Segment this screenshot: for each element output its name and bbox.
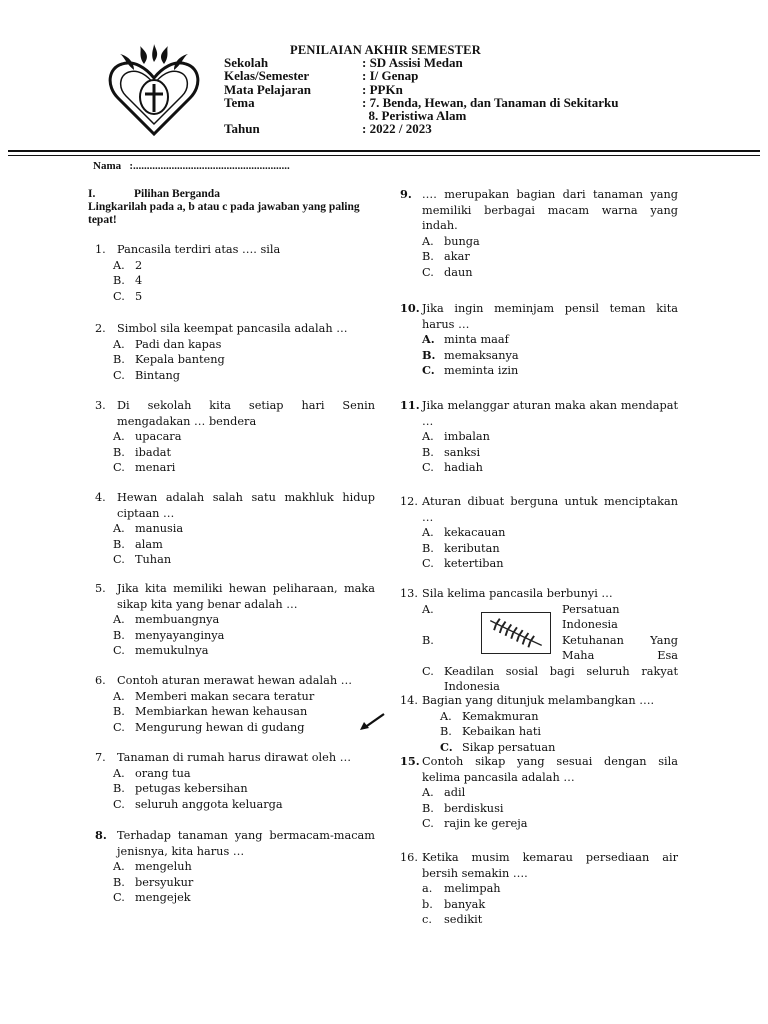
answer-option[interactable] [400, 740, 678, 756]
question-number: 10. [400, 301, 420, 315]
option-text: adil [444, 786, 466, 799]
option-text: bunga [444, 234, 480, 248]
option-text: petugas kebersihan [135, 782, 248, 795]
answer-option[interactable] [95, 859, 375, 875]
option-text: imbalan [444, 430, 490, 443]
option-letter: A. [440, 709, 452, 723]
question-number: 6. [95, 674, 106, 687]
option-text: sanksi [444, 445, 481, 459]
option-letter: B. [422, 250, 434, 263]
answer-option[interactable] [95, 537, 375, 553]
option-text: Kepala banteng [135, 353, 225, 366]
option-text: memaksanya [444, 348, 519, 362]
question-item [95, 242, 375, 304]
answer-option[interactable] [95, 720, 375, 736]
answer-option[interactable] [95, 429, 375, 445]
option-letter: A. [422, 234, 434, 248]
question-text: Jika kita memiliki hewan peliharaan, maka sikap kita yang benar adalah … [117, 582, 375, 611]
option-letter: B. [113, 537, 125, 551]
option-text: Membiarkan hewan kehausan [135, 705, 308, 718]
option-letter: C. [113, 289, 125, 303]
info-row [224, 83, 618, 96]
answer-option[interactable] [95, 337, 375, 353]
answer-option[interactable] [95, 797, 375, 813]
option-letter: A. [422, 602, 434, 616]
option-letter: A. [422, 526, 434, 539]
answer-option[interactable] [400, 525, 678, 541]
answer-option[interactable] [95, 258, 375, 274]
option-letter: c. [422, 913, 432, 926]
question-text: Di sekolah kita setiap hari Senin mengadakan … bendera [117, 399, 375, 428]
info-value: 8. Peristiwa Alam [362, 108, 467, 124]
answer-option[interactable] [95, 460, 375, 476]
option-text: alam [135, 537, 163, 551]
answer-option[interactable] [95, 689, 375, 705]
question-text: Pancasila terdiri atas …. sila [117, 243, 281, 256]
question-item [400, 693, 678, 755]
option-letter: B. [113, 445, 125, 459]
section-instruction: Lingkarilah pada a, b atau c pada jawaban yang paling tepat! [88, 201, 360, 226]
question-text: Tanaman di rumah harus dirawat oleh … [117, 751, 351, 764]
answer-option[interactable] [95, 643, 375, 659]
question-text: Contoh sikap yang sesuai dengan sila kelima pancasila adalah … [422, 755, 678, 784]
option-letter: A. [422, 430, 434, 443]
exam-title: PENILAIAN AKHIR SEMESTER [290, 43, 481, 57]
answer-option[interactable] [400, 801, 678, 817]
info-key [224, 109, 362, 122]
question-item [400, 398, 678, 476]
question-text: Ketika musim kemarau persediaan air bersih semakin …. [422, 851, 678, 880]
question-number: 5. [95, 582, 106, 595]
answer-option[interactable] [95, 766, 375, 782]
section-title: Pilihan Berganda [134, 188, 220, 200]
question-number: 12. [400, 495, 418, 508]
option-letter: A. [113, 766, 125, 780]
option-text: 5 [135, 289, 143, 303]
option-letter: B. [422, 541, 434, 555]
section-number: I. [88, 188, 96, 200]
option-text: menyayanginya [135, 628, 225, 642]
answer-option[interactable] [95, 445, 375, 461]
question-text: Aturan dibuat berguna untuk menciptakan … [422, 495, 678, 524]
option-text: sedikit [444, 913, 483, 926]
answer-option[interactable] [400, 348, 678, 364]
option-letter: C. [113, 553, 125, 566]
question-item [95, 581, 375, 659]
answer-option[interactable] [400, 724, 678, 740]
option-text: kekacauan [444, 526, 506, 539]
question-number: 7. [95, 751, 106, 764]
option-letter: B. [113, 705, 125, 718]
answer-option[interactable] [400, 785, 678, 801]
option-text: Persatuan Indonesia [562, 602, 620, 631]
option-text: daun [444, 265, 473, 279]
question-number: 14. [400, 694, 418, 707]
option-letter: A. [113, 860, 125, 873]
option-text: memukulnya [135, 644, 209, 657]
answer-option[interactable] [400, 664, 678, 695]
info-key: Mata Pelajaran [224, 81, 312, 97]
option-letter: A. [113, 337, 125, 351]
option-text: Padi dan kapas [135, 337, 222, 351]
option-letter: C. [113, 461, 125, 474]
option-letter: C. [422, 557, 434, 570]
question-text: Contoh aturan merawat hewan adalah … [117, 674, 352, 687]
answer-option[interactable] [400, 897, 678, 913]
option-text: orang tua [135, 766, 191, 780]
answer-option[interactable] [95, 352, 375, 368]
answer-option[interactable] [95, 628, 375, 644]
answer-option[interactable] [95, 612, 375, 628]
info-row [224, 96, 618, 109]
answer-option[interactable] [400, 445, 678, 461]
answer-option[interactable] [95, 289, 375, 305]
option-letter: C. [422, 363, 435, 377]
option-text: keributan [444, 541, 500, 555]
option-text: ibadat [135, 445, 172, 459]
info-row [224, 122, 618, 135]
answer-option[interactable] [400, 249, 678, 265]
option-text: membuangnya [135, 613, 220, 626]
option-text: bersyukur [135, 875, 194, 889]
answer-option[interactable] [400, 332, 678, 348]
school-emblem-logo [104, 42, 204, 138]
option-letter: B. [113, 353, 125, 366]
header-divider-thick [8, 150, 760, 152]
option-text: akar [444, 250, 470, 263]
option-letter: B. [422, 347, 436, 362]
question-text: Jika ingin meminjam pensil teman kita harus … [422, 302, 678, 331]
option-letter: C. [113, 797, 125, 811]
pointer-arrow-icon [358, 712, 386, 732]
answer-option[interactable] [400, 816, 678, 832]
option-letter: B. [422, 445, 434, 459]
question-text: Simbol sila keempat pancasila adalah … [117, 322, 348, 335]
question-item [95, 398, 375, 476]
question-number: 15. [400, 754, 420, 768]
answer-option[interactable] [95, 273, 375, 289]
option-text: hadiah [444, 461, 483, 474]
answer-option[interactable] [95, 521, 375, 537]
question-item [400, 850, 678, 928]
option-text: upacara [135, 430, 182, 443]
option-letter: C. [422, 265, 434, 279]
option-text: mengejek [135, 891, 191, 904]
question-text: Sila kelima pancasila berbunyi … [422, 587, 613, 600]
option-text: menari [135, 461, 176, 474]
option-letter: A. [422, 786, 434, 799]
option-text: Kemakmuran [462, 709, 539, 723]
option-text: manusia [135, 522, 184, 535]
question-text: Bagian yang ditunjuk melambangkan …. [422, 694, 655, 707]
info-row [224, 109, 618, 122]
option-letter: A. [113, 522, 125, 535]
option-letter: C. [113, 368, 125, 382]
question-number: 3. [95, 399, 106, 412]
question-number: 16. [400, 851, 418, 864]
answer-option[interactable] [400, 709, 678, 725]
option-text: berdiskusi [444, 801, 504, 815]
info-key: Tema [224, 94, 255, 110]
option-letter: C. [422, 664, 434, 678]
info-key: Sekolah [224, 55, 269, 70]
option-letter: C. [422, 461, 434, 474]
answer-option[interactable] [400, 556, 678, 572]
question-item [95, 490, 375, 568]
answer-option[interactable] [95, 704, 375, 720]
option-letter: B. [113, 875, 125, 889]
info-value: : SD Assisi Medan [362, 55, 463, 70]
option-text: Ketuhanan Yang Maha Esa [562, 633, 678, 662]
header-divider-thin [8, 155, 760, 156]
option-letter: A. [422, 332, 435, 346]
option-text: seluruh anggota keluarga [135, 797, 283, 811]
question-item [95, 321, 375, 383]
option-letter: C. [422, 817, 434, 830]
padi-kapas-symbol-image [481, 612, 551, 654]
question-text: .… merupakan bagian dari tanaman yang memiliki berbagai macam warna yang indah. [422, 188, 678, 232]
option-letter: C. [113, 644, 125, 657]
question-item [400, 301, 678, 379]
option-text: 2 [135, 258, 143, 272]
answer-option[interactable] [95, 781, 375, 797]
option-text: Bintang [135, 368, 180, 382]
question-item [95, 673, 375, 735]
question-number: 11. [400, 398, 420, 412]
option-text: banyak [444, 897, 486, 911]
question-number: 4. [95, 491, 106, 504]
answer-option[interactable] [95, 890, 375, 906]
option-letter: B. [113, 782, 125, 795]
exam-info-table [224, 56, 618, 136]
answer-option[interactable] [400, 881, 678, 897]
option-letter: b. [422, 897, 433, 911]
student-name-field[interactable]: Nama :......................................................... [93, 160, 290, 172]
question-number: 13. [400, 587, 418, 600]
option-letter: A. [113, 258, 125, 272]
option-text: mengeluh [135, 860, 192, 873]
info-key: Kelas/Semester [224, 68, 310, 84]
answer-option[interactable] [400, 234, 678, 250]
question-item [400, 187, 678, 280]
answer-option[interactable] [400, 541, 678, 557]
question-item [400, 754, 678, 832]
answer-option[interactable] [400, 363, 678, 379]
option-text: rajin ke gereja [444, 817, 528, 830]
option-text: ketertiban [444, 557, 504, 570]
question-text: Hewan adalah salah satu makhluk hidup ciptaan … [117, 491, 375, 520]
option-letter: a. [422, 882, 433, 895]
question-text: Terhadap tanaman yang bermacam-macam jenisnya, kita harus … [117, 829, 375, 858]
answer-option[interactable] [95, 552, 375, 568]
option-letter: B. [440, 725, 452, 738]
section-heading [88, 188, 388, 227]
answer-option[interactable] [400, 265, 678, 281]
info-row [224, 69, 618, 82]
question-text: Jika melanggar aturan maka akan mendapat … [422, 399, 678, 428]
question-number: 8. [95, 828, 107, 842]
exam-header [0, 0, 768, 150]
answer-option[interactable] [95, 368, 375, 384]
question-number: 2. [95, 322, 106, 335]
info-value: : 2022 / 2023 [362, 121, 432, 137]
info-row [224, 56, 618, 69]
option-text: Tuhan [135, 553, 172, 566]
question-item [400, 494, 678, 572]
info-key: Tahun [224, 121, 260, 137]
option-text: Kebaikan hati [462, 725, 542, 738]
option-text: 4 [135, 274, 143, 287]
answer-option[interactable] [95, 875, 375, 891]
question-number: 1. [95, 243, 106, 256]
info-value: : I/ Genap [362, 68, 419, 84]
info-value: : PPKn [362, 81, 403, 97]
question-item [95, 750, 375, 812]
option-text: Memberi makan secara teratur [135, 689, 315, 703]
option-letter: A. [113, 689, 125, 703]
option-text: minta maaf [444, 333, 509, 346]
option-letter: C. [113, 891, 125, 904]
option-letter: A. [113, 613, 125, 626]
option-letter: C. [440, 739, 453, 754]
option-text: Sikap persatuan [462, 740, 556, 754]
option-text: meminta izin [444, 364, 519, 377]
question-item [95, 828, 375, 906]
answer-option[interactable] [400, 429, 678, 445]
option-letter: B. [422, 801, 434, 815]
question-number: 9. [400, 187, 412, 201]
answer-option[interactable] [400, 460, 678, 476]
option-letter: B. [113, 628, 125, 642]
option-letter: B. [422, 633, 434, 647]
option-text: melimpah [444, 882, 501, 895]
option-letter: C. [113, 720, 125, 734]
option-letter: B. [113, 274, 125, 287]
option-text: Mengurung hewan di gudang [135, 720, 305, 734]
answer-option[interactable] [400, 912, 678, 928]
option-letter: A. [113, 430, 125, 443]
option-text: Keadilan sosial bagi seluruh rakyat Indonesia [444, 664, 678, 693]
info-value: : 7. Benda, Hewan, dan Tanaman di Sekitarku [362, 94, 619, 110]
